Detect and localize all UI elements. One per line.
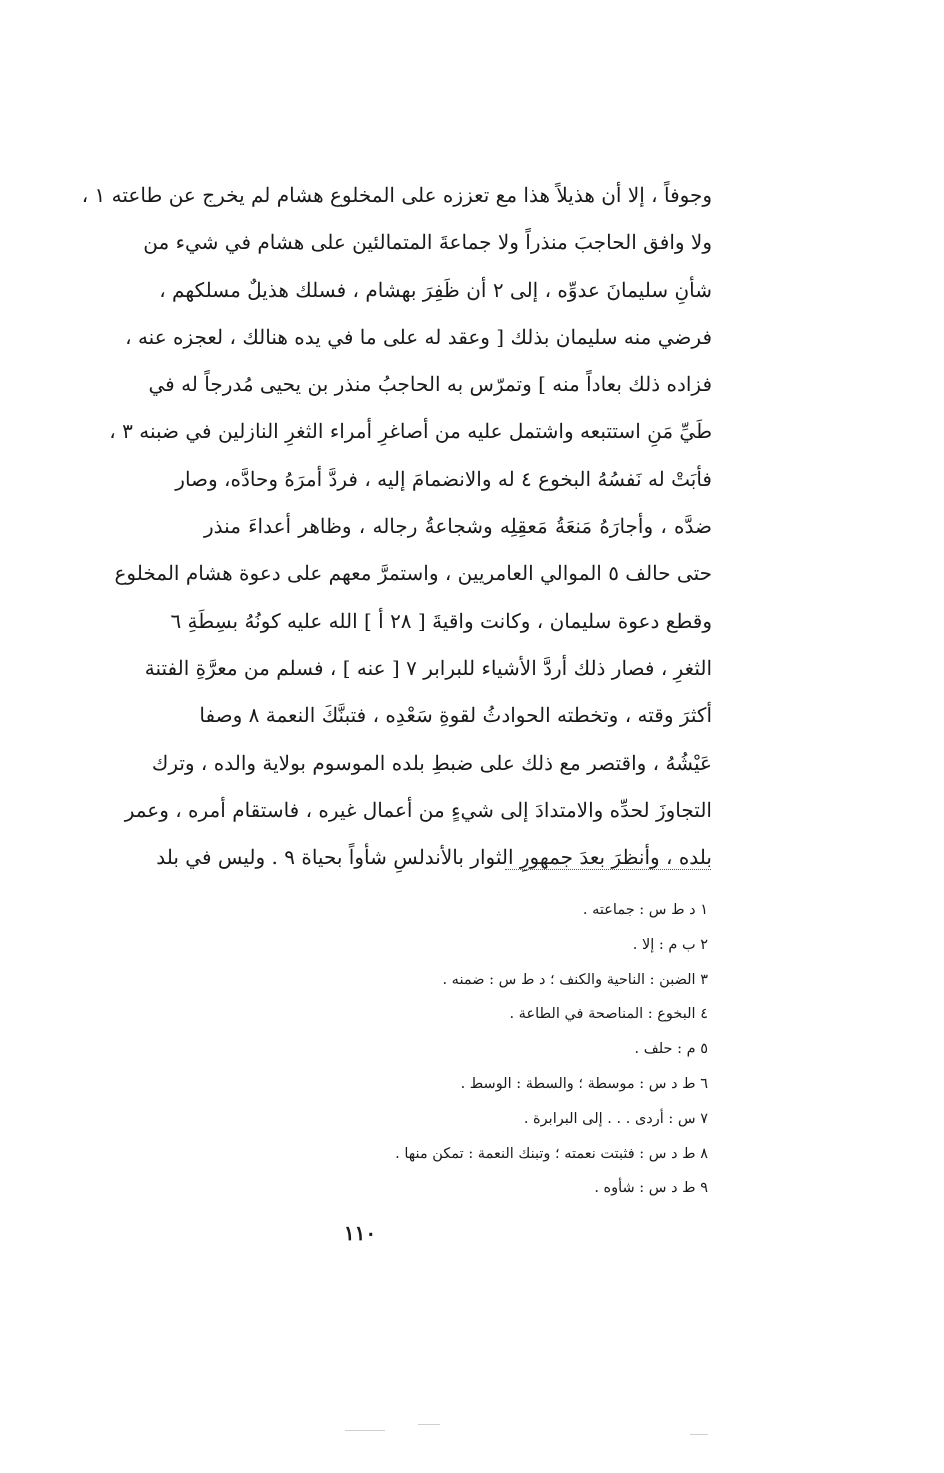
footnote: ٣ الضبن : الناحية والكنف ؛ د ط س : ضمنه . [442, 971, 708, 988]
page-number: ١١٠ [343, 1221, 377, 1245]
footnotes [228, 893, 708, 1206]
footnote: ٤ البخوع : المناصحة في الطاعة . [509, 1006, 708, 1023]
footnote: ٨ ط د س : فثبتت نعمته ؛ وتبنك النعمة : تمكن منها . [395, 1145, 708, 1162]
text-line: وجوفاً ، إلا أن هذيلاً هذا مع تعززه على المخلوع هشام لم يخرج عن طاعته ١ ، [81, 183, 712, 207]
text-line: فزاده ذلك بعاداً منه ] وتمرّس به الحاجبُ منذر بن يحيى مُدرجاً له في [148, 372, 712, 397]
scan-speck [418, 1424, 440, 1425]
footnote: ٢ ب م : إلا . [632, 936, 708, 953]
text-line: فأبَتْ له نَفسُهُ البخوع ٤ له والانضمامَ إليه ، فردَّ أمرَهُ وحادَّه، وصار [175, 466, 712, 491]
text-line: أكثرَ وقته ، وتخطته الحوادثُ لقوةِ سَعْدِه ، فتبنَّكَ النعمة ٨ وصفا [199, 703, 712, 728]
text-line: ولا وافق الحاجبَ منذراً ولا جماعةَ المتمالئين على هشام في شيء من [143, 230, 712, 255]
main-text [81, 172, 712, 881]
text-line: وقطع دعوة سليمان ، وكانت واقيةَ [ ٢٨ أ ] الله عليه كونُهُ بسِطَةِ ٦ [170, 608, 712, 633]
text-line: بلده ، وأنظرَ بعدَ جمهورِ الثوار بالأندلسِ شأواً بحياة ٩ . وليس في بلد [156, 845, 712, 870]
text-line: حتى حالف ٥ الموالي العامريين ، واستمرَّ معهم على دعوة هشام المخلوع [114, 561, 712, 586]
footnote-separator [505, 869, 711, 870]
scan-speck [345, 1430, 385, 1431]
text-line: فرضي منه سليمان بذلك [ وعقد له على ما في يده هنالك ، لعجزه عنه ، [125, 324, 712, 349]
footnote: ٥ م : حلف . [634, 1041, 708, 1058]
footnote: ٦ ط د س : موسطة ؛ والسطة : الوسط . [460, 1075, 708, 1092]
text-line: شأنِ سليمانَ عدوِّه ، إلى ٢ أن ظَفِرَ بهشام ، فسلك هذيلٌ مسلكهم ، [159, 277, 712, 302]
text-line: التجاوزَ لحدِّه والامتدادَ إلى شيءٍ من أعمال غيره ، فاستقام أمره ، وعمر [124, 797, 712, 822]
text-line: ضدَّه ، وأجارَهُ مَنعَةُ مَعقِلِه وشجاعةُ رجاله ، وظاهر أعداءَ منذر [204, 514, 712, 539]
scan-speck [690, 1434, 708, 1435]
text-line: الثغرِ ، فصار ذلك أردَّ الأشياء للبرابر ٧ [ عنه ] ، فسلم من معرَّةِ الفتنة [144, 655, 712, 680]
footnote: ٧ س : أردى . . . إلى البرابرة . [523, 1110, 708, 1127]
text-line: عَيْشُهُ ، واقتصر مع ذلك على ضبطِ بلده الموسوم بولاية والده ، وترك [151, 750, 712, 775]
footnote: ٩ ط د س : شأوه . [594, 1180, 708, 1197]
text-line: طَيِّ مَنِ استتبعه واشتمل عليه من أصاغرِ أمراء الثغرِ النازلين في ضبنه ٣ ، [109, 419, 712, 444]
footnote: ١ د ط س : جماعته . [582, 902, 708, 918]
